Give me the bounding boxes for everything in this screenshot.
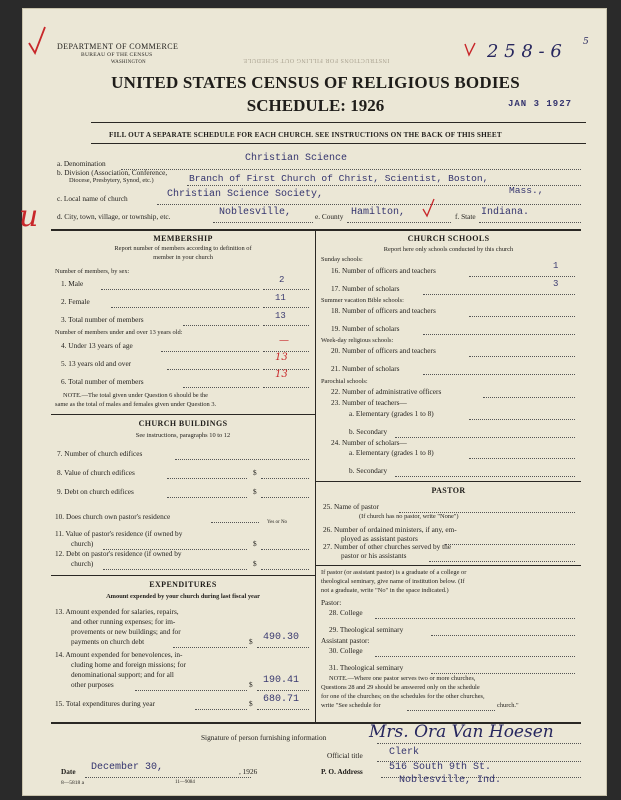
q1-label: 1. Male	[61, 279, 84, 288]
file-number-superscript: 5	[583, 37, 589, 47]
q21-label: 21. Number of scholars	[331, 364, 400, 373]
expenditures-subheading: Amount expended by your church during last fiscal year	[106, 593, 260, 600]
q13-label-1: 13. Amount expended for salaries, repairs,	[55, 607, 179, 616]
q30-label: 30. College	[329, 646, 363, 655]
division-value-2: Mass.,	[509, 185, 544, 196]
q14-dollar: $	[249, 680, 253, 689]
q7-label: 7. Number of church edifices	[57, 449, 143, 458]
q8-dollar: $	[253, 468, 257, 477]
state-value: Indiana.	[481, 207, 530, 218]
q9-label: 9. Debt on church edifices	[57, 487, 134, 496]
q14-label-2: cluding home and foreign missions; for	[71, 660, 186, 669]
city-value: Noblesville,	[219, 207, 292, 218]
received-date-stamp: JAN 3 1927	[508, 99, 573, 109]
yes-no-label: Yes or No	[267, 520, 288, 525]
pastor-note-3: for one of the churches; on the schedules for the other churches,	[321, 693, 485, 700]
red-handwritten-mark: u	[19, 199, 39, 234]
weekday-schools-label: Week-day religious schools:	[321, 337, 394, 344]
q24-label: 24. Number of scholars—	[331, 438, 407, 447]
q13-label-4: payments on church debt	[71, 637, 145, 646]
graduate-note-3: not a graduate, write "No" in the space indicated.)	[321, 587, 449, 594]
buildings-heading: CHURCH BUILDINGS	[138, 419, 228, 428]
q14-label-4: other purposes	[71, 680, 114, 689]
membership-heading: MEMBERSHIP	[153, 234, 213, 243]
q14-label-1: 14. Amount expended for benevolences, in-	[55, 650, 183, 659]
q29-label: 29. Theological seminary	[329, 625, 404, 634]
graduate-note-1: If pastor (or assistant pastor) is a graduate of a college or	[321, 569, 467, 576]
q12-dollar: $	[253, 559, 257, 568]
membership-note-2: same as the total of males and females given under Question 3.	[55, 401, 217, 408]
file-number: 2 5 8 - 6	[487, 41, 562, 62]
q12-label: 12. Debt on pastor's residence (if owned by	[55, 549, 182, 558]
state-label: f. State	[455, 212, 476, 221]
q27-label-1: 27. Number of other churches served by the	[323, 542, 452, 551]
print-number: 11—9084	[175, 780, 195, 785]
q17-label: 17. Number of scholars	[331, 284, 400, 293]
q25-hint: (If church has no pastor, write "None")	[359, 513, 459, 520]
county-label: e. County	[315, 212, 344, 221]
q2-value: 11	[275, 293, 286, 303]
q31-label: 31. Theological seminary	[329, 663, 404, 672]
local-name-label: c. Local name of church	[57, 194, 128, 203]
summer-schools-label: Summer vacation Bible schools:	[321, 297, 404, 304]
division-label-2: Diocese, Presbytery, Synod, etc.)	[69, 177, 154, 184]
graduate-note-2: theological seminary, give name of institution below. (If	[321, 578, 465, 585]
q24b-label: b. Secondary	[349, 466, 388, 475]
pastor-label: Pastor:	[321, 598, 342, 607]
division-value: Branch of First Church of Christ, Scientist, Boston,	[189, 173, 489, 184]
pastor-note-2: Questions 28 and 29 should be answered only on the schedule	[321, 684, 480, 691]
pastor-note-1: NOTE.—Where one pastor serves two or more churches,	[329, 675, 476, 682]
q2-label: 2. Female	[61, 297, 90, 306]
q13-dollar: $	[249, 637, 253, 646]
q5-label: 5. 13 years old and over	[61, 359, 132, 368]
city-label: WASHINGTON	[111, 60, 146, 65]
census-schedule-sheet	[19, 8, 607, 796]
official-title-value: Clerk	[389, 747, 420, 758]
q11-label: 11. Value of pastor's residence (if owned by	[55, 529, 183, 538]
q14-label-3: denominational support; and for all	[71, 670, 174, 679]
local-name-value: Christian Science Society,	[167, 189, 324, 200]
q6-label: 6. Total number of members	[61, 377, 144, 386]
county-value: Hamilton,	[351, 207, 406, 218]
q8-label: 8. Value of church edifices	[57, 468, 135, 477]
division-label-1: b. Division (Association, Conference,	[57, 168, 168, 177]
q3-value: 13	[275, 311, 286, 321]
q16-label: 16. Number of officers and teachers	[331, 266, 436, 275]
q16-value: 1	[553, 261, 559, 271]
q5-value: 13	[275, 352, 288, 363]
q28-label: 28. College	[329, 608, 363, 617]
city-label-field: d. City, town, village, or township, etc.	[57, 212, 171, 221]
q13-label-3: provements or new buildings; and for	[71, 627, 181, 636]
official-title-label: Official title	[327, 751, 363, 760]
membership-intro-2: member in your church	[153, 254, 213, 261]
date-label: Date	[61, 767, 76, 776]
buildings-subheading: See instructions, paragraphs 10 to 12	[135, 432, 231, 439]
q9-dollar: $	[253, 487, 257, 496]
q17-value: 3	[553, 279, 559, 289]
sunday-schools-label: Sunday schools:	[321, 256, 363, 263]
pastor-note-4: write "See schedule for	[321, 702, 381, 709]
q26-label-2: ployed as assistant pastors	[341, 534, 418, 543]
q1-value: 2	[279, 275, 285, 285]
q3-label: 3. Total number of members	[61, 315, 144, 324]
po-address-label: P. O. Address	[321, 767, 363, 776]
q14-value: 190.41	[263, 675, 300, 686]
age-label: Number of members under and over 13 years old:	[55, 329, 183, 336]
assistant-pastor-label: Assistant pastor:	[321, 636, 370, 645]
signature-label: Signature of person furnishing information	[201, 733, 327, 742]
q4-value: —	[279, 335, 289, 346]
q11-label-2: church)	[71, 539, 94, 548]
q23-label: 23. Number of teachers—	[331, 398, 407, 407]
q22-label: 22. Number of administrative officers	[331, 387, 442, 396]
pastor-heading: PASTOR	[431, 486, 466, 495]
department-label: DEPARTMENT OF COMMERCE	[57, 42, 179, 51]
membership-note-1: NOTE.—The total given under Question 6 should be the	[63, 392, 209, 399]
q15-label: 15. Total expenditures during year	[55, 699, 156, 708]
red-check-county	[421, 197, 437, 219]
form-number: 8—5818 a	[61, 780, 85, 786]
parochial-schools-label: Parochial schools:	[321, 378, 368, 385]
expenditures-heading: EXPENDITURES	[149, 580, 217, 589]
q18-label: 18. Number of officers and teachers	[331, 306, 436, 315]
q15-dollar: $	[249, 699, 253, 708]
q27-label-2: pastor or his assistants	[341, 551, 407, 560]
schools-heading: CHURCH SCHOOLS	[407, 234, 490, 243]
q6-value: 13	[275, 369, 288, 380]
fill-out-instruction: FILL OUT A SEPARATE SCHEDULE FOR EACH CHURCH. SEE INSTRUCTIONS ON THE BACK OF THIS SHEET	[109, 131, 502, 139]
signature-value: Mrs. Ora Van Hoesen	[369, 722, 554, 742]
q13-label-2: and other running expenses; for im-	[71, 617, 176, 626]
membership-intro-1: Report number of members according to definition of	[114, 245, 252, 252]
q20-label: 20. Number of officers and teachers	[331, 346, 436, 355]
page-title: UNITED STATES CENSUS OF RELIGIOUS BODIES	[111, 73, 520, 92]
bureau-label: BUREAU OF THE CENSUS	[81, 52, 153, 58]
denomination-value: Christian Science	[245, 153, 348, 164]
pastor-note-5: church."	[497, 702, 519, 709]
q11-dollar: $	[253, 539, 257, 548]
schedule-title: SCHEDULE: 1926	[246, 96, 385, 115]
members-by-sex-label: Number of members, by sex:	[55, 268, 130, 275]
q26-label-1: 26. Number of ordained ministers, if any, em-	[323, 525, 457, 534]
q23b-label: b. Secondary	[349, 427, 388, 436]
red-tick-mark	[461, 41, 479, 59]
po-address-line-2: Noblesville, Ind.	[399, 775, 502, 786]
denomination-label: a. Denomination	[57, 159, 106, 168]
q23a-label: a. Elementary (grades 1 to 8)	[349, 409, 434, 418]
date-year: , 1926	[239, 767, 258, 776]
q10-label: 10. Does church own pastor's residence	[55, 512, 171, 521]
q19-label: 19. Number of scholars	[331, 324, 400, 333]
date-value: December 30,	[91, 762, 164, 773]
q25-label: 25. Name of pastor	[323, 502, 379, 511]
po-address-line-1: 516 South 9th St.	[389, 762, 492, 773]
schools-subheading: Report here only schools conducted by this church	[383, 246, 514, 253]
q4-label: 4. Under 13 years of age	[61, 341, 133, 350]
q15-value: 680.71	[263, 694, 300, 705]
bleed-through-text: INSTRUCTIONS FOR FILLING OUT SCHEDULE	[243, 57, 390, 63]
q13-value: 490.30	[263, 632, 300, 643]
q24a-label: a. Elementary (grades 1 to 8)	[349, 448, 434, 457]
q12-label-2: church)	[71, 559, 94, 568]
